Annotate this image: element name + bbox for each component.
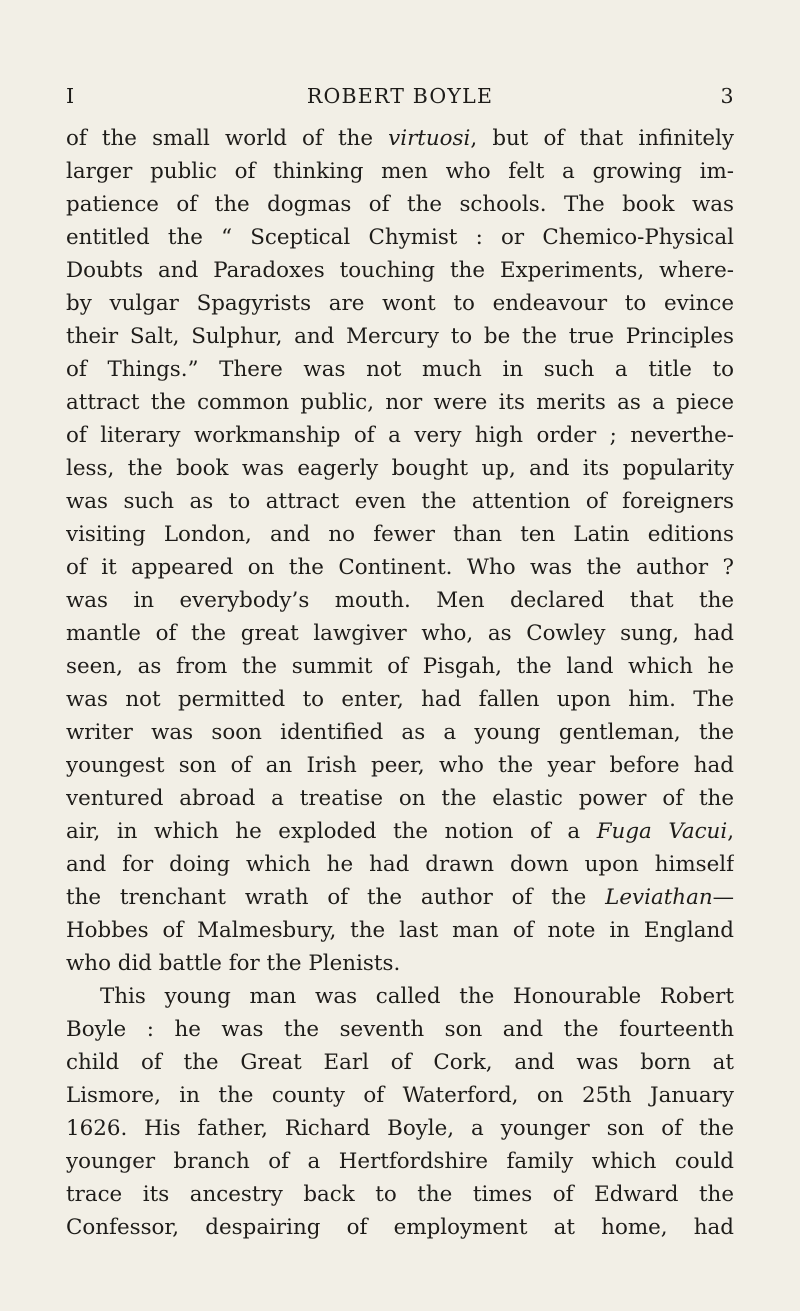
- text-line: patience of the dogmas of the schools. The book was: [66, 192, 734, 217]
- text-line: larger public of thinking men who felt a growing im-: [66, 159, 734, 184]
- text-line: air, in which he exploded the notion of a Fuga Vacui,: [66, 819, 734, 844]
- text-line: child of the Great Earl of Cork, and was born at: [66, 1050, 734, 1075]
- page-number: 3: [720, 84, 734, 108]
- chapter-number: I: [66, 84, 75, 108]
- text-line: entitled the “ Sceptical Chymist : or Chemico-Physical: [66, 225, 734, 250]
- text-line: the trenchant wrath of the author of the Leviathan—: [66, 885, 734, 910]
- text-line: their Salt, Sulphur, and Mercury to be the true Principles: [66, 324, 734, 349]
- text-line: seen, as from the summit of Pisgah, the land which he: [66, 654, 734, 679]
- text-line: Doubts and Paradoxes touching the Experiments, where-: [66, 258, 734, 283]
- text-line: of Things.” There was not much in such a title to: [66, 357, 734, 382]
- text-line: Boyle : he was the seventh son and the fourteenth: [66, 1017, 734, 1042]
- text-line: mantle of the great lawgiver who, as Cowley sung, had: [66, 621, 734, 646]
- paragraph-start-line: This young man was called the Honourable Robert: [100, 984, 734, 1009]
- paragraph-end-line: who did battle for the Plenists.: [66, 951, 401, 976]
- text-line: ventured abroad a treatise on the elastic power of the: [66, 786, 734, 811]
- text-line: writer was soon identified as a young gentleman, the: [66, 720, 734, 745]
- text-line: youngest son of an Irish peer, who the year before had: [66, 753, 734, 778]
- text-line: of the small world of the virtuosi, but of that infinitely: [66, 126, 734, 151]
- text-line: Lismore, in the county of Waterford, on 25th January: [66, 1083, 734, 1108]
- text-line: was not permitted to enter, had fallen upon him. The: [66, 687, 734, 712]
- text-line: 1626. His father, Richard Boyle, a younger son of the: [66, 1116, 734, 1141]
- text-line: visiting London, and no fewer than ten Latin editions: [66, 522, 734, 547]
- body-text: [66, 122, 734, 1244]
- text-line: was in everybody’s mouth. Men declared that the: [66, 588, 734, 613]
- text-line: Confessor, despairing of employment at home, had: [66, 1215, 734, 1240]
- running-title: ROBERT BOYLE: [306, 84, 494, 108]
- text-line: younger branch of a Hertfordshire family which could: [66, 1149, 734, 1174]
- text-line: less, the book was eagerly bought up, and its popularity: [66, 456, 734, 481]
- running-head: [66, 84, 734, 114]
- text-line: of it appeared on the Continent. Who was the author ?: [66, 555, 734, 580]
- text-line: and for doing which he had drawn down upon himself: [66, 852, 734, 877]
- text-line: attract the common public, nor were its merits as a piece: [66, 390, 734, 415]
- text-line: was such as to attract even the attention of foreigners: [66, 489, 734, 514]
- text-line: of literary workmanship of a very high order ; neverthe-: [66, 423, 734, 448]
- text-line: by vulgar Spagyrists are wont to endeavour to evince: [66, 291, 734, 316]
- text-line: Hobbes of Malmesbury, the last man of note in England: [66, 918, 734, 943]
- text-line: trace its ancestry back to the times of Edward the: [66, 1182, 734, 1207]
